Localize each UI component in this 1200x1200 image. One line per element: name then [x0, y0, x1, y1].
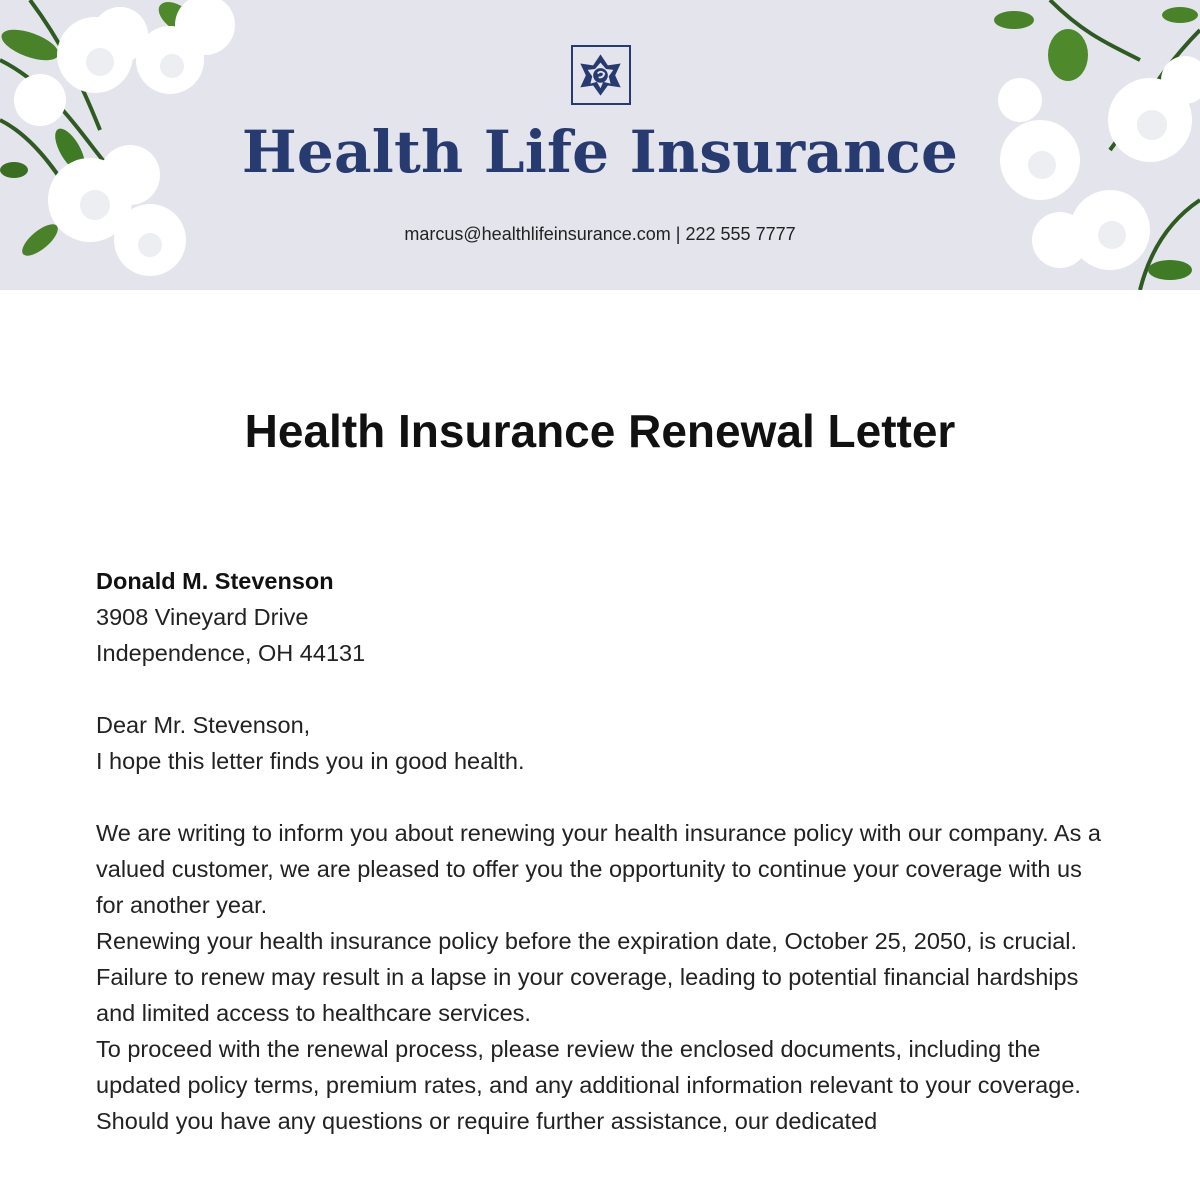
- letter-opening: [96, 707, 1106, 779]
- recipient-street: 3908 Vineyard Drive: [96, 604, 309, 630]
- contact-phone: 222 555 7777: [685, 224, 796, 244]
- recipient-name: Donald M. Stevenson: [96, 568, 334, 594]
- company-name: Health Life Insurance: [241, 118, 959, 186]
- document-title: Health Insurance Renewal Letter: [244, 405, 956, 457]
- contact-email: marcus@healthlifeinsurance.com: [404, 224, 671, 244]
- greeting: I hope this letter finds you in good health.: [96, 748, 525, 774]
- salutation: Dear Mr. Stevenson,: [96, 712, 311, 738]
- paragraph: Renewing your health insurance policy before the expiration date, October 25, 2050, is crucial. Failure to renew may result in a lapse in your coverage, leading to potential financial hardships and limited access to healthcare services.: [96, 928, 1079, 1026]
- recipient-city: Independence, OH 44131: [96, 640, 366, 666]
- rose-icon: [573, 47, 628, 102]
- paragraph: We are writing to inform you about renewing your health insurance policy with our company. As a valued customer, we are pleased to offer you the opportunity to continue your coverage with us for another year.: [96, 820, 1101, 918]
- letter-body: [96, 563, 1106, 1139]
- letterhead: [0, 0, 1200, 290]
- paragraph: To proceed with the renewal process, please review the enclosed documents, including the updated policy terms, premium rates, and any additional information relevant to your coverage. Should you have any questions or require further assistance, our dedicated: [96, 1036, 1081, 1134]
- recipient-address: [96, 563, 1106, 671]
- contact-info: [0, 224, 1200, 245]
- contact-separator: |: [675, 224, 681, 244]
- company-logo: [571, 45, 631, 105]
